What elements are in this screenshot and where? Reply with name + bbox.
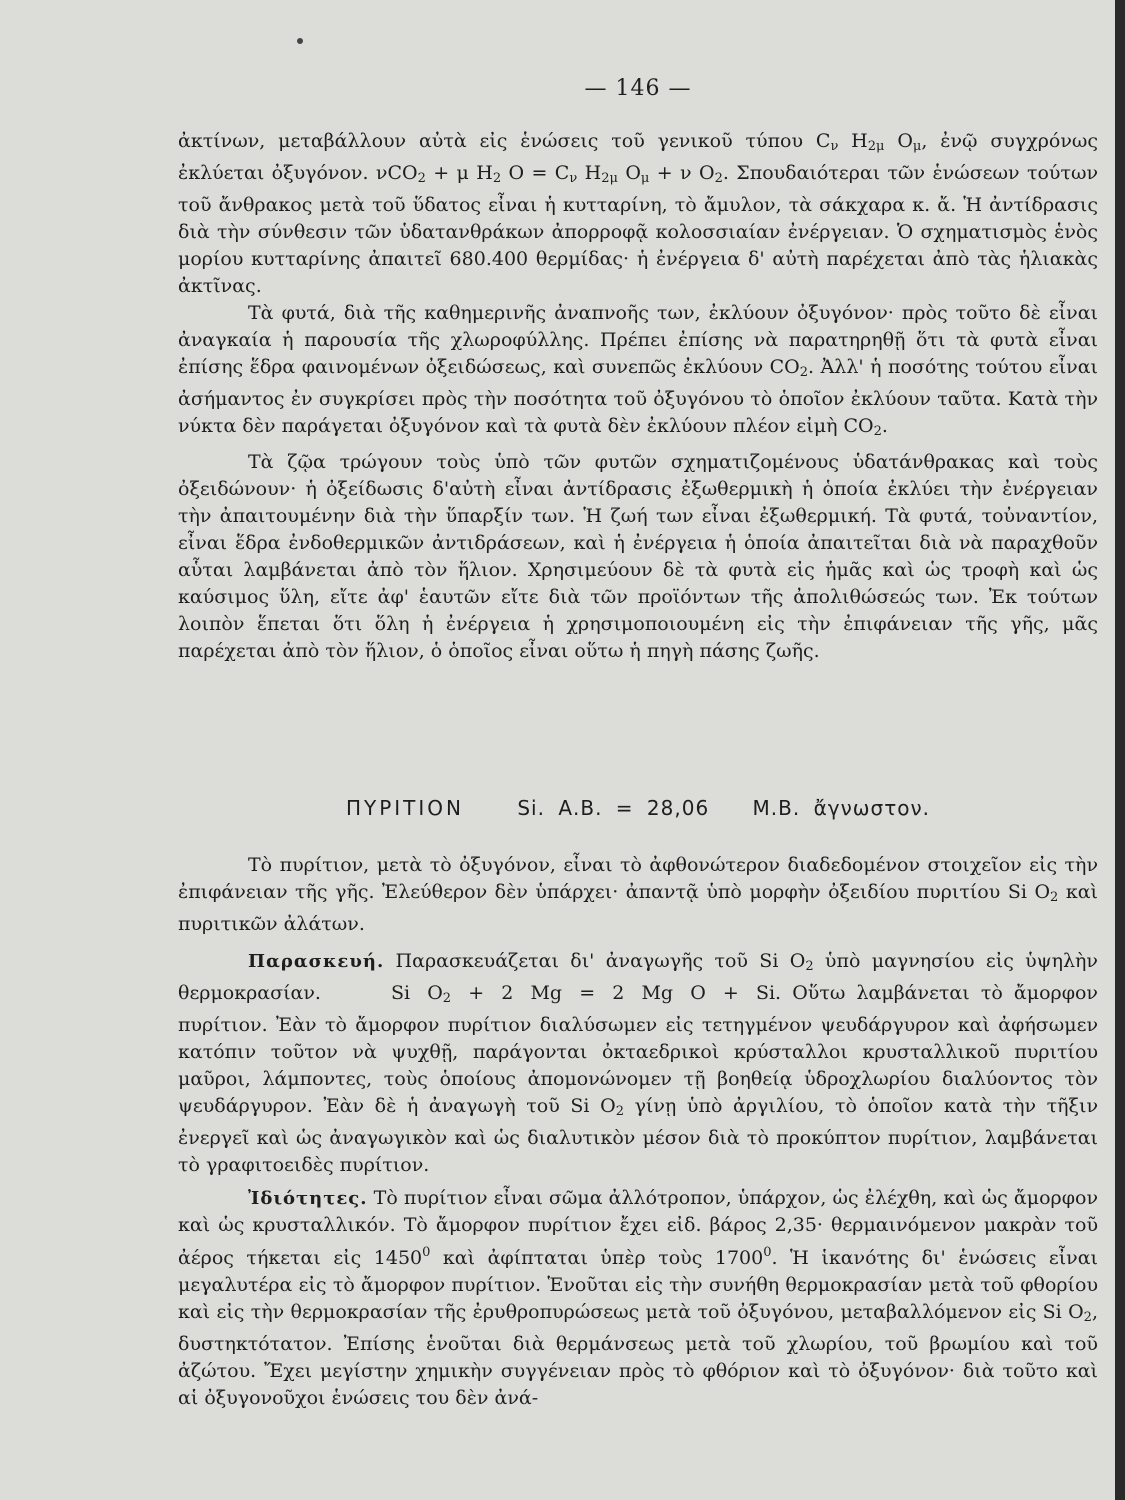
heading-atomic-weight: Α.Β. = 28,06	[558, 796, 710, 820]
paragraph-1: ἀκτίνων, μεταβάλλουν αὐτὰ εἰς ἑνώσεις τοῦ γενικοῦ τύπου $C_\nu$ $H_{2\mu}$ $O_\mu$, ἐνῷ συγχρόνως ἐκλύεται ὀξυγόνον. νCO$_2$ + μ $H_2$ $O = C_\nu$ $H_{2\mu}$ $O_\mu + \nu$ $O_2$. Σπουδαιότεραι τῶν ἑνώσεων τούτων τοῦ ἄνθρακος μετὰ τοῦ ὕδατος εἶναι ἡ κυτταρίνη, τὸ ἄμυλον, τὰ σάκχαρα κ. ἄ. Ἡ ἀντίδρασις διὰ τὴν σύνθεσιν τῶν ὑδατανθράκων ἀπορροφᾷ κολοσσιαίαν ἐνέργειαν. Ὁ σχηματισμὸς ἑνὸς μορίου κυτταρίνης ἀπαιτεῖ 680.400 θερμίδας· ἡ ἐνέργεια δ' αὐτὴ παρέχεται ἀπὸ τὰς ἡλιακὰς ἀκτῖνας.	[178, 130, 1099, 297]
book-page	[178, 0, 1098, 1500]
section-silicon-text	[178, 852, 1098, 1412]
paragraph-4: Τὸ πυρίτιον, μετὰ τὸ ὀξυγόνον, εἶναι τὸ ἀφθονώτερον διαδεδομένον στοιχεῖον εἰς τὴν ἐπιφάνειαν τῆς γῆς. Ἐλεύθερον δὲν ὑπάρχει· ἀπαντᾷ ὑπὸ μορφὴν ὀξειδίου πυριτίου Si $O_2$ καὶ πυριτικῶν ἀλάτων.	[178, 854, 1098, 935]
heading-title: ΠΥΡΙΤΙΟΝ	[345, 796, 464, 820]
paragraph-2: Τὰ φυτά, διὰ τῆς καθημερινῆς ἀναπνοῆς των, ἐκλύουν ὀξυγόνον· πρὸς τοῦτο δὲ εἶναι ἀναγκαία ἡ παρουσία τῆς χλωροφύλλης. Πρέπει ἐπίσης νὰ παρατηρηθῇ ὅτι τὰ φυτὰ εἶναι ἐπίσης ἕδρα φαινομένων ὀξειδώσεως, καὶ συνεπῶς ἐκλύουν $CO_2$. Ἀλλ' ἡ ποσότης τούτου εἶναι ἀσήμαντος ἐν συγκρίσει πρὸς τὴν ποσότητα τοῦ ὀξυγόνου τὸ ὁποῖον ἐκλύουν ταῦτα. Κατὰ τὴν νύκτα δὲν παράγεται ὀξυγόνον καὶ τὰ φυτὰ δὲν ἐκλύουν πλέον εἰμὴ $CO_2$.	[178, 302, 1098, 439]
paragraph-5: Παρασκευή. Παρασκευάζεται δι' ἀναγωγῆς τοῦ Si $O_2$ ὑπὸ μαγνησίου εἰς ὑψηλὴν θερμοκρασίαν. Si $O_2 + 2$ Mg = 2 Mg O + Si. Οὕτω λαμβάνεται τὸ ἄμορφον πυρίτιον. Ἐὰν τὸ ἄμορφον πυρίτιον διαλύσωμεν εἰς τετηγμένον ψευδάργυρον καὶ ἀφήσωμεν κατόπιν τοῦτον νὰ ψυχθῇ, παράγονται ὀκταεδρικοὶ κρύσταλλοι κρυσταλλικοῦ πυριτίου μαῦροι, λάμποντες, τοὺς ὁποίους ἀπομονώνομεν τῇ βοηθείᾳ ὑδροχλωρίου διαλύοντος τὸν ψευδάργυρον. Ἐὰν δὲ ἡ ἀναγωγὴ τοῦ Si $O_2$ γίνῃ ὑπὸ ἀργιλίου, τὸ ὁποῖον κατὰ τὴν τῆξιν ἐνεργεῖ καὶ ὡς ἀναγωγικὸν καὶ ὡς διαλυτικὸν μέσον διὰ τὸ προκύπτον πυρίτιον, λαμβάνεται τὸ γραφιτοειδὲς πυρίτιον.	[178, 950, 1098, 1176]
page-number: — 146 —	[584, 76, 692, 101]
runin-preparation: Παρασκευή.	[248, 951, 385, 972]
section-heading	[178, 796, 1098, 820]
heading-symbol: Si.	[517, 796, 545, 820]
scan-edge	[1115, 0, 1125, 1500]
paragraph-6: Ἰδιότητες. Τὸ πυρίτιον εἶναι σῶμα ἀλλότροπον, ὑπάρχον, ὡς ἐλέχθη, καὶ ὡς ἄμορφον καὶ ὡς κρυσταλλικόν. Τὸ ἄμορφον πυρίτιον ἔχει εἰδ. βάρος 2,35· θερμαινόμενον μακρὰν τοῦ ἀέρος τήκεται εἰς 1450$^0$ καὶ ἀφίπταται ὑπὲρ τοὺς 1700$^0$. Ἡ ἱκανότης δι' ἑνώσεις εἶναι μεγαλυτέρα εἰς τὸ ἄμορφον πυρίτιον. Ἑνοῦται εἰς τὴν συνήθη θερμοκρασίαν μετὰ τοῦ φθορίου καὶ εἰς τὴν θερμοκρασίαν τῆς ἐρυθροπυρώσεως μετὰ τοῦ ὀξυγόνου, μεταβαλλόμενον εἰς Si $O_2$, δυστηκτότατον. Ἐπίσης ἑνοῦται διὰ θερμάνσεως μετὰ τοῦ χλωρίου, τοῦ βρωμίου καὶ τοῦ ἀζώτου. Ἔχει μεγίστην χημικὴν συγγένειαν πρὸς τὸ φθόριον καὶ τὸ ὀξυγόνον· διὰ τοῦτο καὶ αἱ ὀξυγονοῦχοι ἑνώσεις του δὲν ἀνά-	[178, 1187, 1098, 1409]
reaction-formula: Si $O_2 + 2$ Mg = 2 Mg O + Si.	[390, 982, 782, 1006]
runin-properties: Ἰδιότητες.	[248, 1188, 368, 1209]
heading-molecular-weight: Μ.Β. ἄγνωστον.	[752, 796, 931, 820]
section-carbon-text	[178, 128, 1098, 665]
paragraph-3: Τὰ ζῷα τρώγουν τοὺς ὑπὸ τῶν φυτῶν σχηματιζομένους ὑδατάνθρακας καὶ τοὺς ὀξειδώνουν· ἡ ὀξείδωσις δ'αὐτὴ εἶναι ἀντίδρασις ἐξωθερμικὴ ἡ ὁποία ἐκλύει τὴν ἐνέργειαν τὴν ἀπαιτουμένην διὰ τὴν ὕπαρξίν των. Ἡ ζωή των εἶναι ἐξωθερμική. Τὰ φυτά, τοὐναντίον, εἶναι ἕδρα ἐνδοθερμικῶν ἀντιδράσεων, καὶ ἡ ἐνέργεια ἡ ὁποία ἀπαιτεῖται διὰ νὰ παραχθοῦν αὗται λαμβάνεται ἀπὸ τὸν ἥλιον. Χρησιμεύουν δὲ τὰ φυτὰ εἰς ἡμᾶς καὶ ὡς τροφὴ καὶ ὡς καύσιμος ὕλη, εἴτε ἀφ' ἑαυτῶν εἴτε διὰ τῶν προϊόντων τῆς ἀπολιθώσεώς των. Ἐκ τούτων λοιπὸν ἕπεται ὅτι ὅλη ἡ ἐνέργεια ἡ χρησιμοποιουμένη εἰς τὴν ἐπιφάνειαν τῆς γῆς, μᾶς παρέχεται ἀπὸ τὸν ἥλιον, ὁ ὁποῖος εἶναι οὕτω ἡ πηγὴ πάσης ζωῆς.	[178, 451, 1098, 662]
